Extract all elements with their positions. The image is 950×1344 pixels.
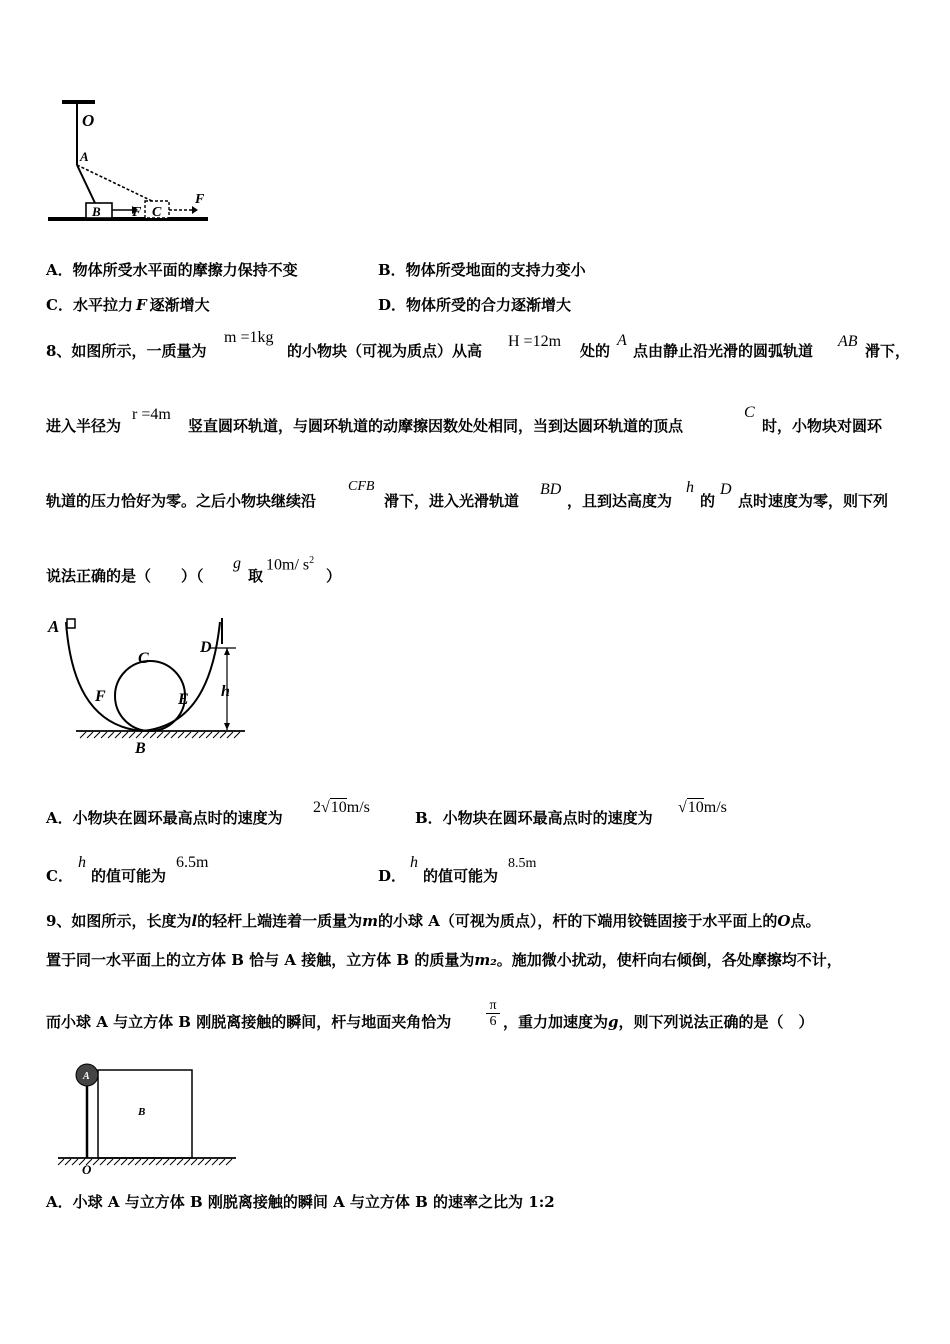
q7-arrowhead-c <box>192 206 198 214</box>
q8-g-value-sup: 2 <box>309 555 315 566</box>
q8-loop <box>115 661 185 731</box>
q8-option-a-coef: 2 <box>313 799 321 816</box>
q8-label-h: h <box>221 683 230 700</box>
q8-point-d: D <box>720 481 732 498</box>
q9-line2-t2: 。施加微小扰动，使杆向右倾倒，各处摩擦均不计， <box>496 951 842 969</box>
q8-line4-t1: 说法正确的是（ ）（ <box>46 567 204 585</box>
q9-fraction-den: 6 <box>489 1014 497 1030</box>
q8-line1-t3: 处的 <box>580 342 611 360</box>
q9-label-o: O <box>82 1162 92 1177</box>
q8-option-d-var: h <box>410 854 418 871</box>
q8-track-cfb: CFB <box>348 479 375 494</box>
q8-line2-t2: 竖直圆环轨道，与圆环轨道的动摩擦因数处处相同，当到达圆环轨道的顶点 <box>188 417 684 435</box>
q8-radius-eq: r =4m <box>132 406 171 423</box>
q8-h-arrow-down <box>224 723 230 730</box>
q9-line1-t3: 的小球 A（可视为质点），杆的下端用铰链固接于水平面上的 <box>378 912 778 930</box>
q8-option-a-rad: 10 <box>330 799 347 816</box>
q9-var-g: g <box>608 1013 619 1031</box>
q8-option-c-label: C． <box>46 867 73 885</box>
q7-label-c: C <box>152 205 162 220</box>
q8-g-value <box>266 556 314 573</box>
q9-var-o: O <box>777 912 791 930</box>
q9-line1-t2: 的轻杆上端连着一质量为 <box>197 912 363 930</box>
q8-option-c-value: 6.5m <box>176 854 209 871</box>
q7-rope-to-b <box>77 165 95 203</box>
q8-block <box>67 619 75 628</box>
q9-line3-t3: ，则下列说法正确的是（ ） <box>618 1013 814 1031</box>
q8-option-d-value: 8.5m <box>508 856 537 871</box>
q8-line3-t3: ，且到达高度为 <box>567 492 673 510</box>
q7-option-a: A．物体所受水平面的摩擦力保持不变 <box>46 261 298 279</box>
q9-var-m: m <box>362 912 379 930</box>
q9-option-a: A．小球 A 与立方体 B 刚脱离接触的瞬间 A 与立方体 B 的速率之比为 1:2 <box>46 1193 555 1211</box>
q8-label-f: F <box>95 688 106 705</box>
q8-label-a: A <box>48 617 60 636</box>
q8-option-a-text: A．小物块在圆环最高点时的速度为 <box>46 809 283 827</box>
q8-ground-hatch <box>80 732 240 738</box>
q8-var-g: g <box>233 555 241 572</box>
q7-figure <box>40 95 230 230</box>
q7-label-b: B <box>92 204 101 219</box>
q7-label-o: O <box>82 111 95 130</box>
q9-fraction <box>486 998 500 1030</box>
q9-fraction-num: π <box>486 998 500 1014</box>
q8-line1-t4: 点由静止沿光滑的圆弧轨道 <box>633 342 814 360</box>
q8-point-c: C <box>744 404 755 421</box>
q8-outer-track <box>66 622 220 731</box>
q7-option-c-post: 逐渐增大 <box>149 296 210 314</box>
q8-line1-t1: 8、如图所示，一质量为 <box>46 342 207 360</box>
q8-option-b-unit: m/s <box>703 799 727 816</box>
q9-line3-t1: 而小球 A 与立方体 B 刚脱离接触的瞬间，杆与地面夹角恰为 <box>46 1013 452 1031</box>
q9-line3-t2: ，重力加速度为 <box>503 1013 609 1031</box>
q8-option-a-unit: m/s <box>346 799 370 816</box>
q8-option-a-sqrt: √10 <box>321 799 347 816</box>
q9-var-l: l <box>191 912 198 930</box>
q8-line4-t2: 取 <box>248 567 264 585</box>
q7-option-c-pre: C．水平拉力 <box>46 296 133 314</box>
q8-height-eq: H =12m <box>508 333 562 350</box>
q8-line3-t1: 轨道的压力恰好为零。之后小物块继续沿 <box>46 492 317 510</box>
q8-line2-t3: 时，小物块对圆环 <box>762 417 883 435</box>
q8-point-a: A <box>617 332 627 349</box>
q8-line1-t2: 的小物块（可视为质点）从高 <box>287 342 483 360</box>
q8-line4-t3: ） <box>326 567 342 585</box>
q8-h-arrow-up <box>224 648 230 655</box>
q7-option-c <box>46 298 210 313</box>
q8-figure <box>40 608 255 758</box>
q8-label-e: E <box>178 691 189 708</box>
q9-line2-t1: 置于同一水平面上的立方体 B 恰与 A 接触，立方体 B 的质量为 <box>46 951 475 969</box>
q7-label-a: A <box>80 149 89 164</box>
q8-label-b: B <box>135 740 146 757</box>
q7-label-f2: F <box>195 192 205 207</box>
q9-figure <box>50 1062 240 1177</box>
q8-g-value-text: 10m/ s <box>266 556 310 574</box>
q8-option-d-text: 的值可能为 <box>423 867 499 885</box>
q9-line2 <box>46 953 842 968</box>
q9-line1-t1: 9、如图所示，长度为 <box>46 912 192 930</box>
q8-option-b-rad: 10 <box>687 799 704 816</box>
q9-label-b: B <box>138 1106 146 1118</box>
q8-track-bd: BD <box>540 481 562 498</box>
q9-var-m2: m₂ <box>474 951 497 969</box>
q8-line3-t5: 点时速度为零，则下列 <box>738 492 889 510</box>
q7-rope-to-c-dashed <box>77 165 152 201</box>
q8-line2-t1: 进入半径为 <box>46 417 122 435</box>
q8-option-a-value <box>313 800 370 816</box>
q8-option-b-sqrt: √10 <box>678 799 704 816</box>
q7-option-d: D．物体所受的合力逐渐增大 <box>378 296 572 314</box>
q8-option-c-text: 的值可能为 <box>91 867 167 885</box>
q7-label-f1: F <box>132 205 142 220</box>
q8-var-h: h <box>686 479 694 496</box>
q8-label-d: D <box>200 639 212 656</box>
q9-label-a: A <box>83 1071 90 1082</box>
q9-line3-rest <box>503 1015 814 1030</box>
q8-mass-eq: m =1kg <box>224 329 274 346</box>
q8-line3-t4: 的 <box>700 492 716 510</box>
q8-line1-t5: 滑下， <box>865 342 911 360</box>
q8-label-c: C <box>138 650 149 667</box>
q8-option-d-label: D． <box>378 867 407 885</box>
q9-line1-t4: 点。 <box>790 912 821 930</box>
q8-track-ab: AB <box>838 333 858 350</box>
q7-option-b: B．物体所受地面的支持力变小 <box>378 261 586 279</box>
q8-line3-t2: 滑下，进入光滑轨道 <box>384 492 520 510</box>
q7-option-c-var: F <box>135 296 147 314</box>
q8-option-b-value <box>678 800 727 816</box>
q9-line1 <box>46 914 821 929</box>
q8-option-c-var: h <box>78 854 86 871</box>
q8-option-b-text: B．小物块在圆环最高点时的速度为 <box>415 809 653 827</box>
